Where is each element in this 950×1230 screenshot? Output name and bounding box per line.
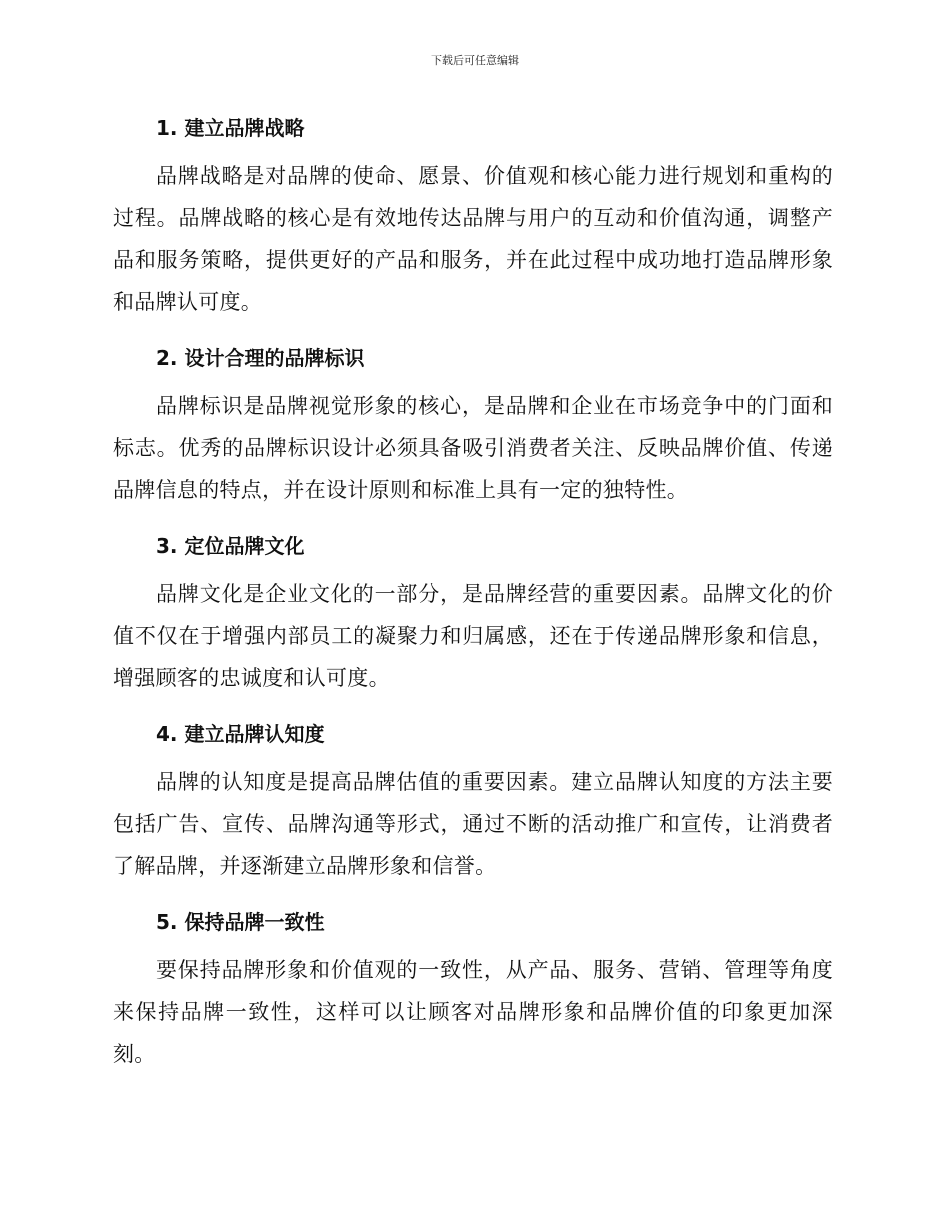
- section-paragraph: 要保持品牌形象和价值观的一致性，从产品、服务、营销、管理等角度来保持品牌一致性，这样可以让顾客对品牌形象和品牌价值的印象更加深刻。: [113, 958, 833, 1066]
- section-paragraph: 品牌的认知度是提高品牌估值的重要因素。建立品牌认知度的方法主要包括广告、宣传、品牌沟通等形式，通过不断的活动推广和宣传，让消费者了解品牌，并逐渐建立品牌形象和信誉。: [113, 770, 833, 878]
- section-brand-culture: [113, 528, 833, 699]
- section-brand-strategy: [113, 110, 833, 323]
- page-header: 下载后可任意编辑: [431, 54, 519, 67]
- section-heading: 1. 建立品牌战略: [156, 116, 305, 140]
- section-heading: 3. 定位品牌文化: [156, 534, 305, 558]
- section-brand-consistency: [113, 904, 833, 1075]
- section-paragraph: 品牌文化是企业文化的一部分，是品牌经营的重要因素。品牌文化的价值不仅在于增强内部员工的凝聚力和归属感，还在于传递品牌形象和信息，增强顾客的忠诚度和认可度。: [113, 582, 833, 690]
- section-brand-awareness: [113, 716, 833, 887]
- section-paragraph: 品牌标识是品牌视觉形象的核心，是品牌和企业在市场竞争中的门面和标志。优秀的品牌标识设计必须具备吸引消费者关注、反映品牌价值、传递品牌信息的特点，并在设计原则和标准上具有一定的独特性。: [113, 394, 833, 502]
- section-brand-identity: [113, 340, 833, 511]
- document-content: [113, 110, 833, 1092]
- section-heading: 4. 建立品牌认知度: [156, 722, 325, 746]
- section-heading: 5. 保持品牌一致性: [156, 910, 325, 934]
- section-heading: 2. 设计合理的品牌标识: [156, 346, 365, 370]
- section-paragraph: 品牌战略是对品牌的使命、愿景、价值观和核心能力进行规划和重构的过程。品牌战略的核心是有效地传达品牌与用户的互动和价值沟通，调整产品和服务策略，提供更好的产品和服务，并在此过程中成功地打造品牌形象和品牌认可度。: [113, 164, 833, 314]
